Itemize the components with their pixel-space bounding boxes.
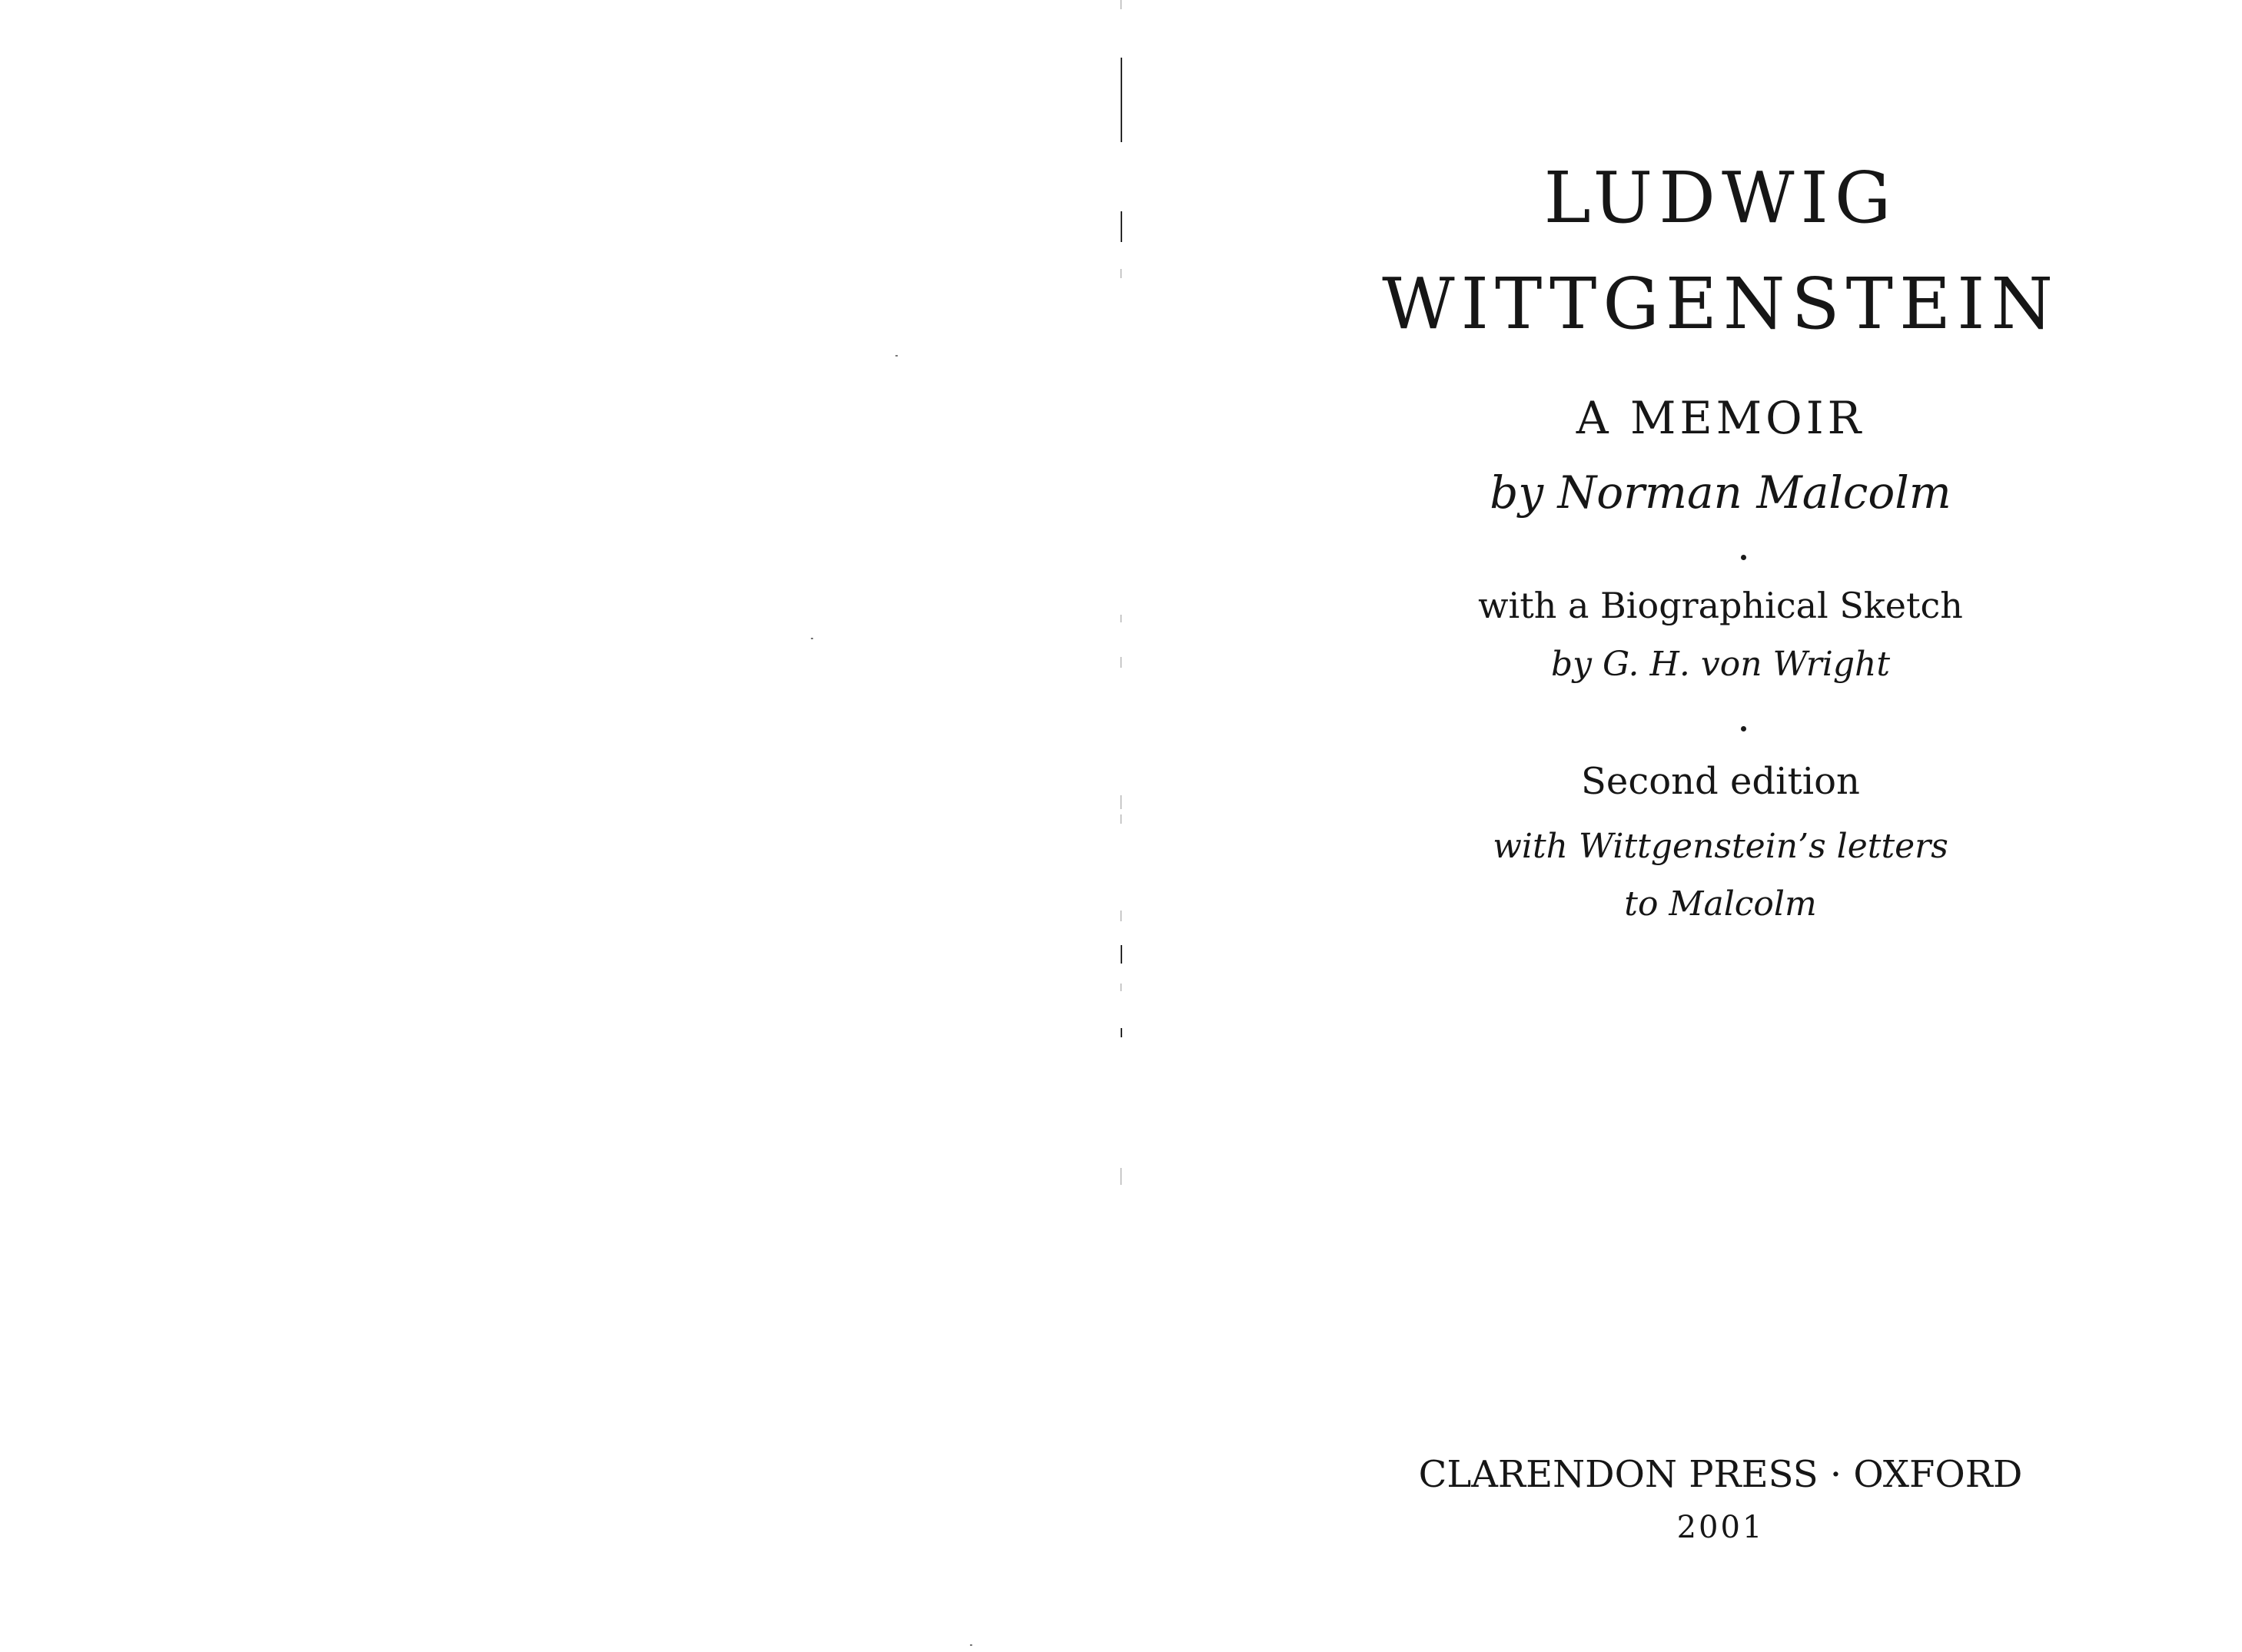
separator-dot bbox=[1741, 555, 1746, 560]
edition-label: Second edition bbox=[1581, 760, 1860, 803]
book-title-line-2: WITTGENSTEIN bbox=[1382, 263, 2059, 345]
sketch-author: by G. H. von Wright bbox=[1550, 645, 1891, 684]
scan-speck bbox=[811, 638, 813, 639]
title-page bbox=[1138, 0, 2242, 1652]
book-subtitle: A MEMOIR bbox=[1576, 392, 1865, 444]
letters-note-line-1: with Wittgenstein’s letters bbox=[1493, 827, 1948, 866]
scan-speck bbox=[970, 1644, 972, 1646]
book-title-line-1: LUDWIG bbox=[1543, 157, 1898, 239]
publication-year: 2001 bbox=[1676, 1510, 1765, 1545]
gutter-mark bbox=[1121, 1028, 1122, 1037]
gutter-mark bbox=[1121, 58, 1122, 142]
binding-gutter bbox=[1107, 0, 1138, 1652]
gutter-mark bbox=[1121, 945, 1122, 964]
author-byline: by Norman Malcolm bbox=[1490, 466, 1951, 519]
separator-dot bbox=[1741, 726, 1746, 731]
scan-speck bbox=[895, 355, 898, 357]
letters-note-line-2: to Malcolm bbox=[1624, 884, 1817, 924]
publisher-imprint: CLARENDON PRESS · OXFORD bbox=[1418, 1453, 2023, 1496]
biographical-sketch-line: with a Biographical Sketch bbox=[1478, 585, 1963, 626]
gutter-mark bbox=[1121, 211, 1122, 242]
